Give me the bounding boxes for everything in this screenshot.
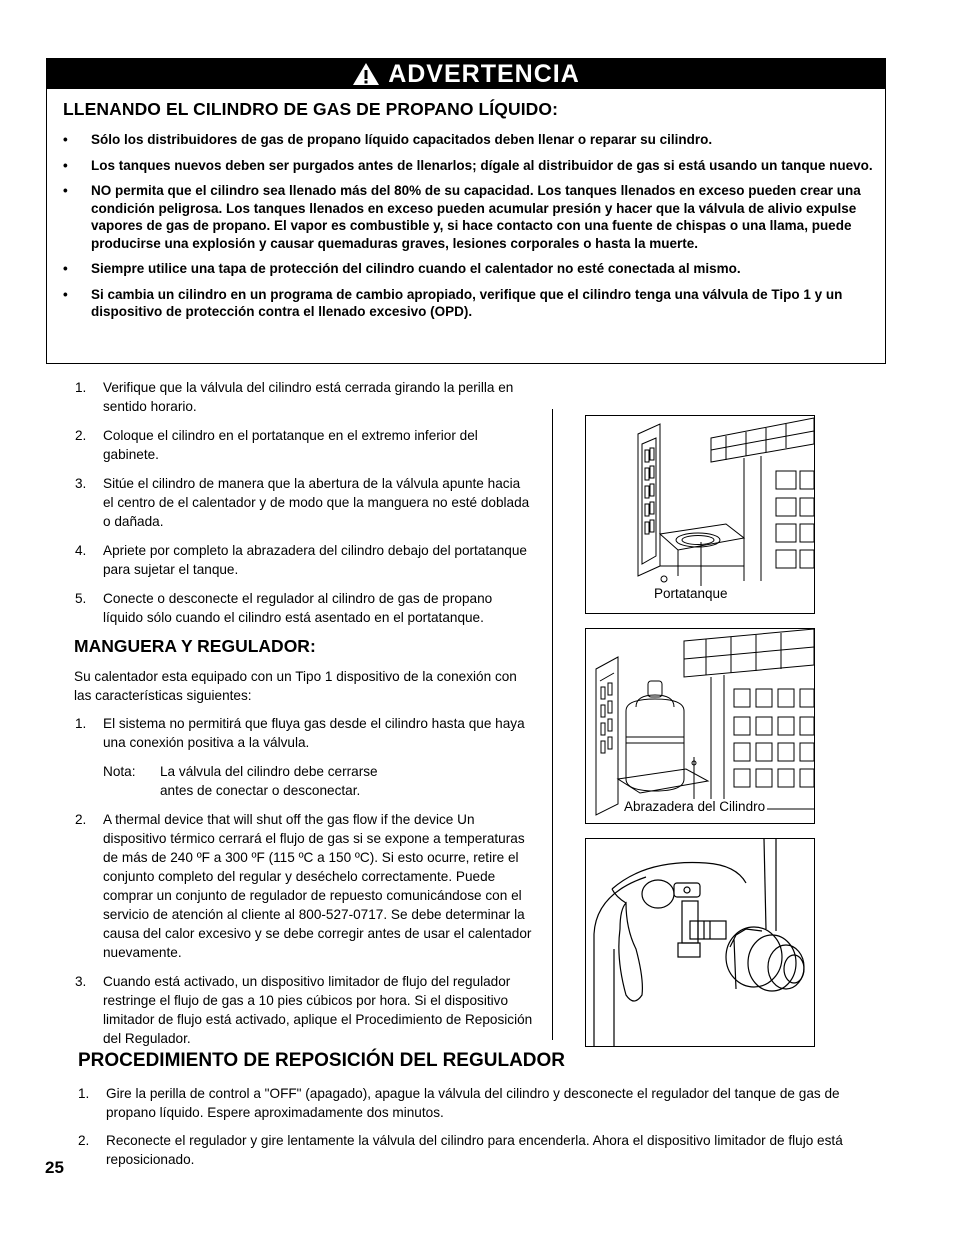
list-item: [74, 589, 534, 627]
page-number: 25: [45, 1158, 64, 1177]
procedure-section: [78, 1050, 868, 1178]
list-item: [74, 972, 534, 1048]
list-item: [74, 714, 534, 800]
list-item: [74, 426, 534, 464]
figure-caption: Portatanque: [654, 586, 728, 601]
regulator-illustration: [586, 839, 814, 1046]
item-text: El sistema no permitirá que fluya gas desde el cilindro hasta que haya una conexión positiva a la válvula.: [103, 716, 525, 750]
list-item: [74, 474, 534, 531]
list-item: [74, 378, 534, 416]
warning-bullet: • Siempre utilice una tapa de protección del cilindro cuando el calentador no esté conectada al mismo.: [63, 260, 875, 278]
warning-banner: [47, 59, 885, 89]
procedure-title: PROCEDIMIENTO DE REPOSICIÓN DEL REGULADOR: [78, 1050, 566, 1071]
item-text: A thermal device that will shut off the gas flow if the device Un dispositivo térmico cerrará el flujo de gas si se expone a temperaturas de más de 240 ºF a 300 ºF (115 ºC a 150 ºC). Si esto ocurre, retire el conjunto completo del regular y deséchelo correctamente. Puede comprar un conjunto de regulador de repuesto comunicándose con el servicio de atención al cliente al 800-527-0717. Se debe determinar la causa del calor excesivo y se debe corregir antes de usar el calentador nuevamente.: [103, 812, 532, 960]
warning-bullet: • Si cambia un cilindro en un programa de cambio apropiado, verifique que el cilindro tenga una válvula de Tipo 1 y un dispositivo de protección contra el llenado excesivo (OPD).: [63, 286, 875, 321]
step-number: 1.: [75, 380, 87, 395]
hose-intro: Su calentador esta equipado con un Tipo 1 dispositivo de la conexión con las características siguientes:: [74, 669, 517, 703]
figure-tank-holder: [585, 415, 815, 614]
note-label: Nota:: [103, 764, 136, 779]
item-number: 1.: [75, 716, 87, 731]
step-text: Conecte o desconecte el regulador al cilindro de gas de propano líquido sólo cuando el cilindro está asentado en el portatanque.: [103, 591, 493, 625]
warning-box: [46, 58, 886, 364]
step-number: 2.: [78, 1133, 90, 1148]
note-text: La válvula del cilindro debe cerrarse antes de conectar o desconectar.: [160, 764, 378, 798]
cylinder-clamp-illustration: [586, 629, 814, 823]
figure-cylinder-clamp: [585, 628, 815, 824]
note: [103, 762, 534, 800]
step-text: Sitúe el cilindro de manera que la abertura de la válvula apunte hacia el centro de el calentador y de modo que la manguera no esté doblada o dañada.: [103, 476, 530, 529]
hose-items: [74, 714, 534, 1048]
list-item: [78, 1131, 868, 1169]
item-number: 2.: [75, 812, 87, 827]
procedure-steps: [78, 1084, 868, 1169]
step-text: Apriete por completo la abrazadera del cilindro debajo del portatanque para sujetar el tanque.: [103, 543, 527, 577]
figure-regulator: [585, 838, 815, 1047]
step-number: 1.: [78, 1086, 90, 1101]
column-divider: [552, 409, 553, 1040]
warning-triangle-icon: [352, 62, 380, 86]
instructions-column: [74, 378, 534, 1058]
list-item: [74, 541, 534, 579]
list-item: [74, 810, 534, 962]
step-text: Verifique que la válvula del cilindro está cerrada girando la perilla en sentido horario.: [103, 380, 514, 414]
step-number: 2.: [75, 428, 87, 443]
item-number: 3.: [75, 974, 87, 989]
tank-holder-illustration: [586, 416, 814, 613]
step-number: 4.: [75, 543, 87, 558]
step-text: Reconecte el regulador y gire lentamente la válvula del cilindro para encenderla. Ahora el dispositivo limitador de flujo está reposicionado.: [106, 1133, 843, 1167]
warning-bullet: • Sólo los distribuidores de gas de propano líquido capacitados deben llenar o reparar su cilindro.: [63, 131, 875, 149]
warning-list: [63, 131, 875, 329]
step-number: 3.: [75, 476, 87, 491]
step-number: 5.: [75, 591, 87, 606]
warning-bullet: • NO permita que el cilindro sea llenado más del 80% de su capacidad. Los tanques llenados en exceso pueden crear una condición peligrosa. Los tanques llenados en exceso pueden acumular presión y hacer que la válvula de alivio expulse vapores de gas de propano. El vapor es combustible y, si hace contacto con una fuente de chispas o una llama, puede producirse una explosión y causar quemaduras graves, lesiones corporales o hasta la muerte.: [63, 182, 875, 252]
item-text: Cuando está activado, un dispositivo limitador de flujo del regulador restringe el flujo de gas a 10 pies cúbicos por hora. Si el dispositivo limitador de flujo está activado, aplique el Procedimiento de Reposición del Regulador.: [103, 974, 533, 1046]
hose-section-title: MANGUERA Y REGULADOR:: [74, 636, 316, 656]
warning-banner-text: ADVERTENCIA: [388, 59, 580, 88]
install-steps: [74, 378, 534, 627]
step-text: Coloque el cilindro en el portatanque en el extremo inferior del gabinete.: [103, 428, 478, 462]
list-item: [78, 1084, 868, 1122]
warning-bullet: • Los tanques nuevos deben ser purgados antes de llenarlos; dígale al distribuidor de gas si está usando un tanque nuevo.: [63, 157, 875, 175]
warning-title: LLENANDO EL CILINDRO DE GAS DE PROPANO LÍQUIDO:: [63, 99, 559, 119]
figure-caption: Abrazadera del Cilindro: [624, 799, 766, 814]
step-text: Gire la perilla de control a "OFF" (apagado), apague la válvula del cilindro y desconecte el regulador del tanque de gas de propano líquido. Espere aproximadamente dos minutos.: [106, 1086, 840, 1120]
